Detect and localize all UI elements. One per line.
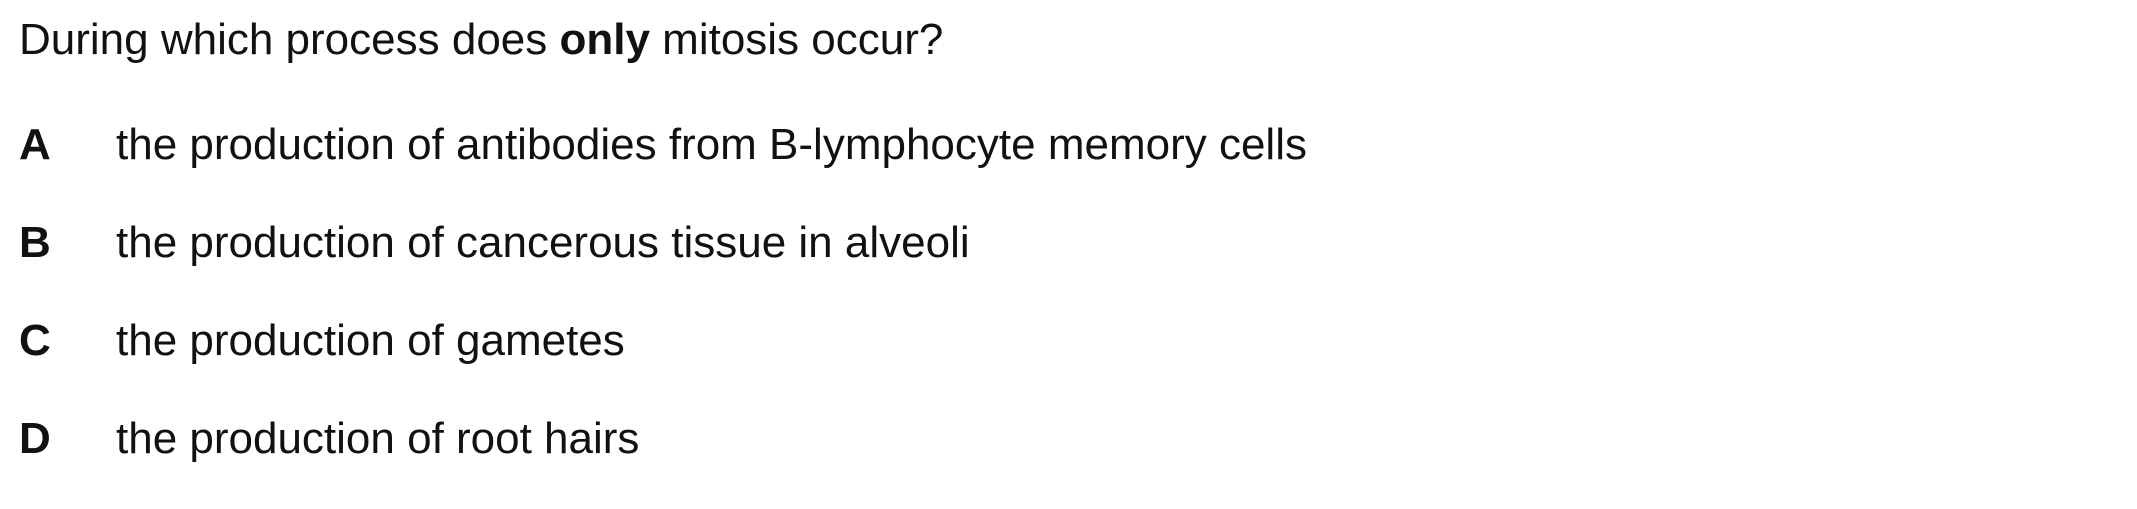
option-text: the production of gametes <box>116 316 625 365</box>
option-letter: B <box>19 218 51 267</box>
option-text: the production of root hairs <box>116 414 640 463</box>
option-letter: D <box>19 414 51 463</box>
option-letter: A <box>19 120 51 169</box>
option-d[interactable] <box>19 411 2099 509</box>
option-b[interactable] <box>19 215 2099 313</box>
answer-options <box>19 117 2099 509</box>
question-text-after: mitosis occur? <box>649 15 944 64</box>
option-c[interactable] <box>19 313 2099 411</box>
option-letter: C <box>19 316 51 365</box>
option-text: the production of antibodies from B-lymphocyte memory cells <box>116 120 1307 169</box>
question-stem <box>19 12 943 68</box>
question-text-before: During which process does <box>19 15 560 64</box>
question-emphasis: only <box>559 15 650 64</box>
option-a[interactable] <box>19 117 2099 215</box>
option-text: the production of cancerous tissue in alveoli <box>116 218 970 267</box>
